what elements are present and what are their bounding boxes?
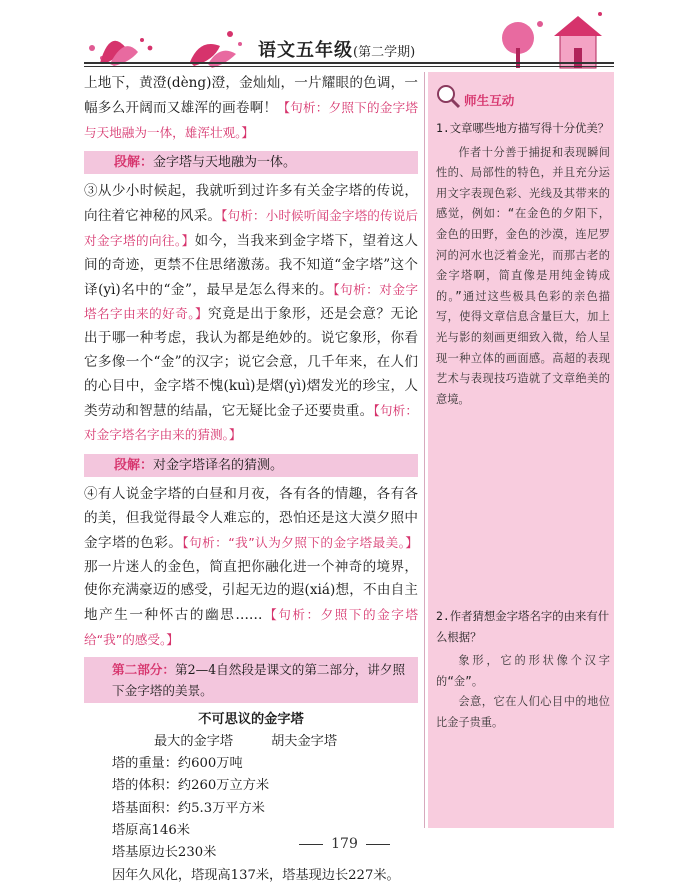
fact-box-title: 不可思议的金字塔 [198,711,304,727]
page-footer [0,836,689,852]
header-rule-thin [84,66,614,67]
fact-row: 因年久风化，塔现高137米，塔基现边长227米。 [112,867,400,883]
side-header [434,82,534,110]
sentence-analysis: 【句析：夕照下的金字塔与天地融为一体，雄浑壮观。】 [84,99,419,140]
paragraph-summary-bar: 段解：金字塔与天地融为一体。 [84,151,418,174]
footer-dash-right [366,844,390,845]
sentence-analysis: 【句析：对金字塔名字由来的猜测。】 [84,402,419,443]
question-1-text: 1.文章哪些地方描写得十分优美？ [436,121,610,135]
fact-row: 塔的重量：约600万吨 [112,755,243,771]
answer-2b-text: 会意，它在人们心目中的地位比金子贵重。 [436,695,610,729]
side-title: 师生互动 [464,93,515,108]
paragraph-3: ③从少小时候起，我就听到过许多有关金字塔的传说，向往着它神秘的风采。【句析：小时候听闻金字塔的传说后对金字塔的向往。】如今，当我来到金字塔下，望着这人间的奇迹，更禁不住思绪激荡。我不知道“金字塔”这个译(yì)名中的“金”，最早是怎么得来的。【句析：对金字塔名字由来的好奇。】究竟是出于象形，还是会意？无论出于哪一种考虑，我认为都是绝妙的。说它象形，你看它多像一个“金”的汉字；说它会意，几千年来，在人们的心目中，金字塔不愧(kuì)是熠(yì)熠发光的珍宝，人类劳动和智慧的结晶，它无疑比金子还要贵重。【句析：对金字塔名字由来的猜测。】 [84,183,419,443]
question-2 [436,606,610,734]
sentence-analysis: 【句析：夕照下的金字塔给“我”的感受。】 [84,607,419,647]
book-title: 语文五年级(第二学期) [258,40,416,61]
answer-1-text: 作者十分善于捕捉和表现瞬间性的、局部性的特色，并且充分运用文字表现色彩、光线及其带来的感觉，例如：“在金色的夕阳下，金色的田野，金色的沙漠，连尼罗河的河水也泛着金光，而那古老的金字塔啊，简直像是用纯金铸成的。”通过这些极具色彩的亲色描写，使得文章信息含量巨大，加上光与影的刻画更细致入微，给人呈现一种立体的画面感。高超的表现艺术与表现技巧造就了文章绝美的意境。 [436,145,610,406]
fact-row: 塔原高146米 [112,822,190,838]
sentence-analysis: 【句析：对金字塔名字由来的好奇。】 [84,281,418,322]
part-summary-bar: 第二部分：第2—4自然段是课文的第二部分，讲夕照下金字塔的美景。 [84,657,418,703]
teacher-student-interaction-panel [428,72,614,828]
fact-row: 塔的体积：约260万立方米 [112,778,270,794]
footer-dash-left [299,844,323,845]
sentence-analysis: 【句析：小时候听闻金字塔的传说后对金字塔的向往。】 [84,208,419,248]
page-header [0,0,689,70]
page-number: 179 [331,836,358,852]
header-rule [84,62,614,64]
paragraph-4: ④有人说金字塔的白昼和月夜，各有各的情趣，各有各的美，但我觉得最令人难忘的，恐怕还是这大漠夕照中金字塔的色彩。【句析：“我”认为夕照下的金字塔最美。】那一片迷人的金色，简直把你融化进一个神奇的境界，使你充满豪迈的感受，引起无边的遐(xiá)想，不由自主地产生一种怀古的幽思……【句析：夕照下的金字塔给“我”的感受。】 [84,486,419,647]
fact-box-header: 最大的金字塔 胡夫金字塔 [154,733,338,749]
question-1 [436,118,610,410]
fact-row: 塔基原边长230米 [112,845,217,861]
fact-row: 塔基面积：约5.3万平方米 [112,800,265,816]
magnifier-icon [434,82,462,110]
column-divider [424,72,425,828]
decorative-house-tree-icon [500,8,610,70]
paragraph-summary-bar: 段解：对金字塔译名的猜测。 [84,454,418,477]
answer-2a-text: 象形，它的形状像个汉字的“金”。 [436,654,610,688]
sentence-analysis: 【句析：“我”认为夕照下的金字塔最美。】 [182,534,419,550]
question-2-text: 2.作者猜想金字塔名字的由来有什么根据？ [436,609,610,644]
paragraph-1: 上地下，黄澄(dèng)澄，金灿灿，一片耀眼的色调，一幅多么开阔而又雄浑的画卷啊！【句析：夕照下的金字塔与天地融为一体，雄浑壮观。】 [84,75,419,140]
main-text-column [84,72,418,887]
